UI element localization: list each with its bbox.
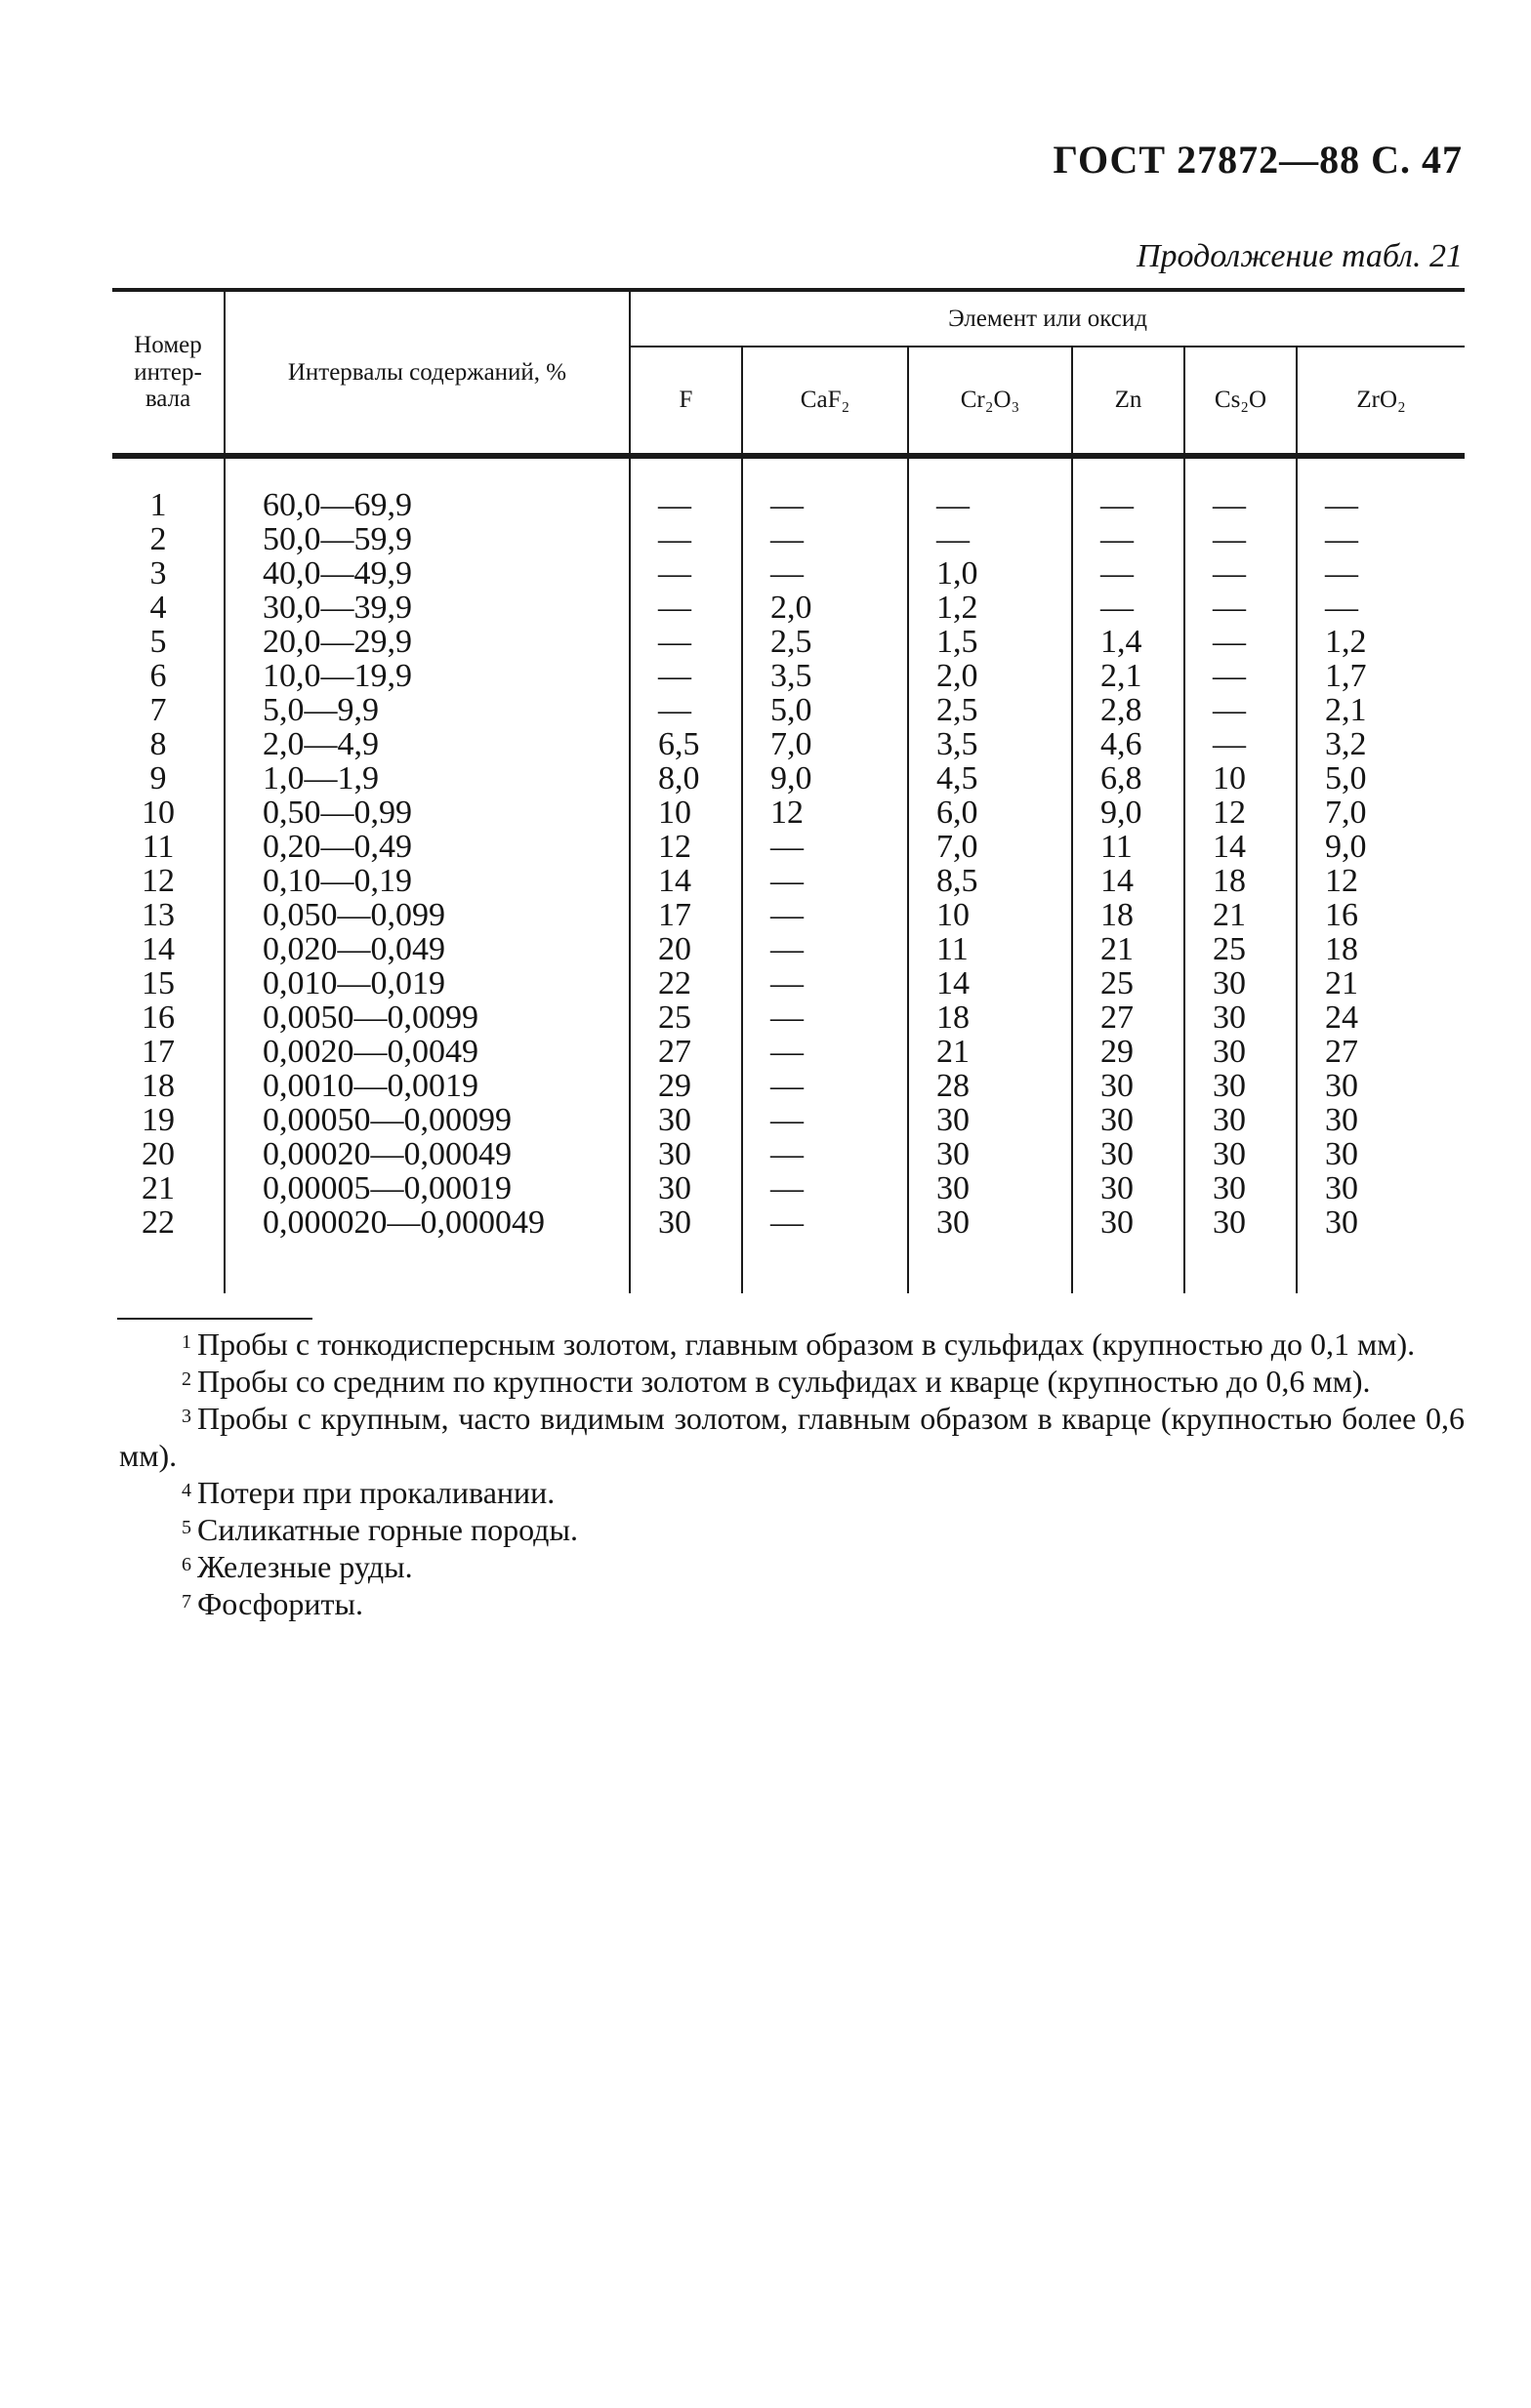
interval-range-cell: 0,050—0,099 <box>225 898 630 932</box>
value-cell: 30 <box>630 1205 742 1240</box>
value-cell: 28 <box>908 1069 1072 1103</box>
value-cell: — <box>742 522 908 556</box>
value-cell: — <box>630 556 742 591</box>
value-cell: 30 <box>1072 1171 1184 1205</box>
value-cell: 9,0 <box>742 761 908 796</box>
interval-number-cell: 22 <box>142 1204 175 1241</box>
table-body <box>112 456 1465 1293</box>
column-header-element: Cr₂O₃ <box>908 347 1072 456</box>
value-cell: — <box>908 522 1072 556</box>
interval-range-cell: 60,0—69,9 <box>225 488 630 522</box>
value-cell: 12 <box>1184 796 1297 830</box>
table-row <box>112 659 1465 693</box>
value-cell: 2,0 <box>908 659 1072 693</box>
value-cell: 21 <box>1072 932 1184 966</box>
value-cell: 30 <box>1072 1103 1184 1137</box>
table-row <box>112 830 1465 864</box>
table-caption: Продолжение табл. 21 <box>1136 238 1463 274</box>
interval-range-cell: 0,50—0,99 <box>225 796 630 830</box>
data-table-container <box>112 288 1465 1293</box>
value-cell: 30 <box>1184 1000 1297 1035</box>
value-cell: 8,0 <box>630 761 742 796</box>
value-cell: 27 <box>1297 1035 1465 1069</box>
value-cell: 30 <box>1184 1035 1297 1069</box>
value-cell: 30 <box>908 1205 1072 1240</box>
table-row <box>112 1069 1465 1103</box>
table-row <box>112 488 1465 522</box>
value-cell: — <box>630 488 742 522</box>
table-header <box>112 290 1465 456</box>
value-cell: — <box>742 1171 908 1205</box>
value-cell: 30 <box>1297 1137 1465 1171</box>
value-cell: 4,6 <box>1072 727 1184 761</box>
value-cell: 30 <box>1072 1137 1184 1171</box>
value-cell: — <box>1184 556 1297 591</box>
value-cell: 14 <box>630 864 742 898</box>
interval-number-cell: 7 <box>149 692 167 728</box>
value-cell: 2,8 <box>1072 693 1184 727</box>
footnotes <box>119 1326 1465 1622</box>
value-cell: 21 <box>1297 966 1465 1000</box>
value-cell: — <box>1184 522 1297 556</box>
interval-range-cell: 0,00050—0,00099 <box>225 1103 630 1137</box>
value-cell: 2,5 <box>742 625 908 659</box>
value-cell: 21 <box>1184 898 1297 932</box>
value-cell: — <box>742 488 908 522</box>
value-cell: 30 <box>908 1171 1072 1205</box>
value-cell: 27 <box>630 1035 742 1069</box>
value-cell: 30 <box>908 1103 1072 1137</box>
value-cell: 7,0 <box>908 830 1072 864</box>
value-cell: 22 <box>630 966 742 1000</box>
footnote-text: Пробы с тонкодисперсным золотом, главным образом в сульфидах (крупностью до 0,1 мм). <box>197 1326 1416 1362</box>
column-header-element: F <box>630 347 742 456</box>
table-spacer-row <box>112 456 1465 488</box>
value-cell: 14 <box>908 966 1072 1000</box>
column-header-element: Cs₂O <box>1184 347 1297 456</box>
interval-range-cell: 0,000020—0,000049 <box>225 1205 630 1240</box>
value-cell: — <box>742 1103 908 1137</box>
value-cell: 30 <box>1072 1205 1184 1240</box>
column-group-header: Элемент или оксид <box>630 290 1465 347</box>
interval-number-cell: 12 <box>142 863 175 899</box>
value-cell: 3,2 <box>1297 727 1465 761</box>
value-cell: 20 <box>630 932 742 966</box>
footnote-mark: 7 <box>182 1591 191 1612</box>
interval-number-cell: 1 <box>149 487 167 523</box>
value-cell: — <box>1184 659 1297 693</box>
interval-number-cell: 9 <box>149 760 167 796</box>
interval-number-cell: 8 <box>149 726 167 762</box>
table-row <box>112 796 1465 830</box>
interval-number-cell: 16 <box>142 1000 175 1036</box>
table-row <box>112 966 1465 1000</box>
interval-number-cell: 13 <box>142 897 175 933</box>
value-cell: 2,5 <box>908 693 1072 727</box>
value-cell: — <box>1297 522 1465 556</box>
footnote-mark: 1 <box>182 1331 191 1353</box>
value-cell: 14 <box>1184 830 1297 864</box>
interval-range-cell: 0,0020—0,0049 <box>225 1035 630 1069</box>
value-cell: 4,5 <box>908 761 1072 796</box>
value-cell: — <box>742 932 908 966</box>
value-cell: 18 <box>1184 864 1297 898</box>
table-row <box>112 522 1465 556</box>
footnote-text: Пробы с крупным, часто видимым золотом, главным образом в кварце (крупностью более 0,6 мм). <box>119 1401 1465 1473</box>
interval-range-cell: 5,0—9,9 <box>225 693 630 727</box>
interval-number-cell: 4 <box>149 590 167 626</box>
table-row <box>112 761 1465 796</box>
table-row <box>112 932 1465 966</box>
interval-range-cell: 0,10—0,19 <box>225 864 630 898</box>
footnote-text: Пробы со средним по крупности золотом в сульфидах и кварце (крупностью до 0,6 мм). <box>197 1364 1371 1399</box>
table-row <box>112 625 1465 659</box>
value-cell: — <box>742 1000 908 1035</box>
value-cell: 6,5 <box>630 727 742 761</box>
table-row <box>112 1171 1465 1205</box>
value-cell: 5,0 <box>1297 761 1465 796</box>
value-cell: 17 <box>630 898 742 932</box>
value-cell: — <box>742 1205 908 1240</box>
interval-number-cell: 6 <box>149 658 167 694</box>
table-row <box>112 693 1465 727</box>
value-cell: — <box>1297 556 1465 591</box>
interval-range-cell: 0,0050—0,0099 <box>225 1000 630 1035</box>
value-cell: — <box>1297 488 1465 522</box>
interval-number-cell: 20 <box>142 1136 175 1172</box>
value-cell: 12 <box>742 796 908 830</box>
interval-range-cell: 2,0—4,9 <box>225 727 630 761</box>
value-cell: 29 <box>1072 1035 1184 1069</box>
value-cell: — <box>1072 556 1184 591</box>
table-row <box>112 556 1465 591</box>
value-cell: — <box>742 864 908 898</box>
interval-number-cell: 14 <box>142 931 175 967</box>
value-cell: 30 <box>1297 1171 1465 1205</box>
value-cell: 18 <box>1297 932 1465 966</box>
footnote <box>119 1585 1465 1622</box>
value-cell: 6,8 <box>1072 761 1184 796</box>
interval-range-cell: 0,20—0,49 <box>225 830 630 864</box>
value-cell: 30 <box>1297 1069 1465 1103</box>
value-cell: 24 <box>1297 1000 1465 1035</box>
value-cell: 2,1 <box>1297 693 1465 727</box>
table-row <box>112 1137 1465 1171</box>
value-cell: — <box>742 1137 908 1171</box>
value-cell: — <box>1184 625 1297 659</box>
value-cell: 30 <box>1072 1069 1184 1103</box>
value-cell: — <box>1297 591 1465 625</box>
table-row <box>112 1035 1465 1069</box>
value-cell: 27 <box>1072 1000 1184 1035</box>
interval-range-cell: 0,00005—0,00019 <box>225 1171 630 1205</box>
value-cell: — <box>1072 488 1184 522</box>
table-row <box>112 1103 1465 1137</box>
value-cell: — <box>630 522 742 556</box>
column-header-element: Zn <box>1072 347 1184 456</box>
value-cell: — <box>1184 693 1297 727</box>
interval-range-cell: 10,0—19,9 <box>225 659 630 693</box>
value-cell: 9,0 <box>1297 830 1465 864</box>
interval-range-cell: 0,010—0,019 <box>225 966 630 1000</box>
table-spacer-row <box>112 1240 1465 1293</box>
value-cell: 30 <box>1184 1205 1297 1240</box>
value-cell: 1,2 <box>1297 625 1465 659</box>
interval-number-cell: 17 <box>142 1034 175 1070</box>
interval-range-cell: 50,0—59,9 <box>225 522 630 556</box>
value-cell: 1,5 <box>908 625 1072 659</box>
value-cell: 7,0 <box>1297 796 1465 830</box>
value-cell: 30 <box>1297 1103 1465 1137</box>
table-row <box>112 1205 1465 1240</box>
value-cell: 18 <box>1072 898 1184 932</box>
value-cell: — <box>1184 488 1297 522</box>
footnote <box>119 1548 1465 1585</box>
interval-number-cell: 21 <box>142 1170 175 1206</box>
value-cell: 11 <box>1072 830 1184 864</box>
column-header-number: Номер интер-вала <box>134 332 202 413</box>
interval-number-cell: 18 <box>142 1068 175 1104</box>
interval-range-cell: 40,0—49,9 <box>225 556 630 591</box>
value-cell: 10 <box>1184 761 1297 796</box>
value-cell: 29 <box>630 1069 742 1103</box>
value-cell: 30 <box>1184 966 1297 1000</box>
column-header-element: ZrO₂ <box>1297 347 1465 456</box>
interval-number-cell: 3 <box>149 555 167 592</box>
value-cell: — <box>742 898 908 932</box>
footnote <box>119 1400 1465 1474</box>
value-cell: — <box>742 1035 908 1069</box>
value-cell: — <box>1184 727 1297 761</box>
table-row <box>112 727 1465 761</box>
footnote-text: Железные руды. <box>197 1549 413 1584</box>
value-cell: — <box>630 659 742 693</box>
value-cell: 3,5 <box>742 659 908 693</box>
value-cell: 30 <box>630 1171 742 1205</box>
value-cell: 25 <box>1184 932 1297 966</box>
value-cell: 25 <box>1072 966 1184 1000</box>
data-table <box>112 288 1465 1293</box>
value-cell: — <box>742 830 908 864</box>
value-cell: 30 <box>1184 1103 1297 1137</box>
interval-range-cell: 0,0010—0,0019 <box>225 1069 630 1103</box>
table-row <box>112 1000 1465 1035</box>
value-cell: 25 <box>630 1000 742 1035</box>
footnote <box>119 1511 1465 1548</box>
value-cell: 14 <box>1072 864 1184 898</box>
interval-range-cell: 1,0—1,9 <box>225 761 630 796</box>
value-cell: 30 <box>1184 1171 1297 1205</box>
value-cell: 10 <box>908 898 1072 932</box>
value-cell: — <box>742 556 908 591</box>
interval-number-cell: 15 <box>142 965 175 1001</box>
value-cell: 21 <box>908 1035 1072 1069</box>
value-cell: — <box>908 488 1072 522</box>
value-cell: — <box>630 625 742 659</box>
value-cell: — <box>742 1069 908 1103</box>
interval-number-cell: 11 <box>142 829 175 865</box>
value-cell: 1,2 <box>908 591 1072 625</box>
footnote-text: Фосфориты. <box>197 1586 364 1621</box>
value-cell: 6,0 <box>908 796 1072 830</box>
value-cell: 10 <box>630 796 742 830</box>
value-cell: 30 <box>908 1137 1072 1171</box>
footnote-text: Потери при прокаливании. <box>197 1475 556 1510</box>
interval-range-cell: 30,0—39,9 <box>225 591 630 625</box>
value-cell: 12 <box>630 830 742 864</box>
value-cell: 2,0 <box>742 591 908 625</box>
interval-range-cell: 0,020—0,049 <box>225 932 630 966</box>
value-cell: 5,0 <box>742 693 908 727</box>
footnote-mark: 2 <box>182 1368 191 1390</box>
value-cell: 2,1 <box>1072 659 1184 693</box>
value-cell: 11 <box>908 932 1072 966</box>
table-row <box>112 864 1465 898</box>
value-cell: 1,7 <box>1297 659 1465 693</box>
table-row <box>112 591 1465 625</box>
table-row <box>112 898 1465 932</box>
value-cell: 1,4 <box>1072 625 1184 659</box>
footnote-mark: 5 <box>182 1517 191 1538</box>
value-cell: 30 <box>1184 1137 1297 1171</box>
column-header-element: CaF₂ <box>742 347 908 456</box>
value-cell: 9,0 <box>1072 796 1184 830</box>
interval-number-cell: 19 <box>142 1102 175 1138</box>
footnote <box>119 1363 1465 1400</box>
interval-number-cell: 2 <box>149 521 167 557</box>
value-cell: 12 <box>1297 864 1465 898</box>
footnote-mark: 4 <box>182 1480 191 1501</box>
interval-number-cell: 10 <box>142 795 175 831</box>
value-cell: 18 <box>908 1000 1072 1035</box>
value-cell: — <box>630 591 742 625</box>
footnote-mark: 6 <box>182 1554 191 1575</box>
value-cell: 7,0 <box>742 727 908 761</box>
page-title: ГОСТ 27872—88 С. 47 <box>1053 138 1463 182</box>
footnote-mark: 3 <box>182 1406 191 1427</box>
value-cell: 30 <box>630 1137 742 1171</box>
value-cell: 30 <box>1297 1205 1465 1240</box>
value-cell: — <box>630 693 742 727</box>
value-cell: 30 <box>630 1103 742 1137</box>
column-header-intervals: Интервалы содержаний, % <box>225 290 630 456</box>
value-cell: — <box>742 966 908 1000</box>
interval-range-cell: 20,0—29,9 <box>225 625 630 659</box>
footnote <box>119 1474 1465 1511</box>
value-cell: — <box>1072 522 1184 556</box>
value-cell: 8,5 <box>908 864 1072 898</box>
value-cell: 1,0 <box>908 556 1072 591</box>
value-cell: 30 <box>1184 1069 1297 1103</box>
value-cell: 3,5 <box>908 727 1072 761</box>
value-cell: — <box>1184 591 1297 625</box>
footnote <box>119 1326 1465 1363</box>
value-cell: 16 <box>1297 898 1465 932</box>
footnote-text: Силикатные горные породы. <box>197 1512 578 1547</box>
interval-range-cell: 0,00020—0,00049 <box>225 1137 630 1171</box>
value-cell: — <box>1072 591 1184 625</box>
interval-number-cell: 5 <box>149 624 167 660</box>
footnote-divider <box>117 1318 312 1320</box>
